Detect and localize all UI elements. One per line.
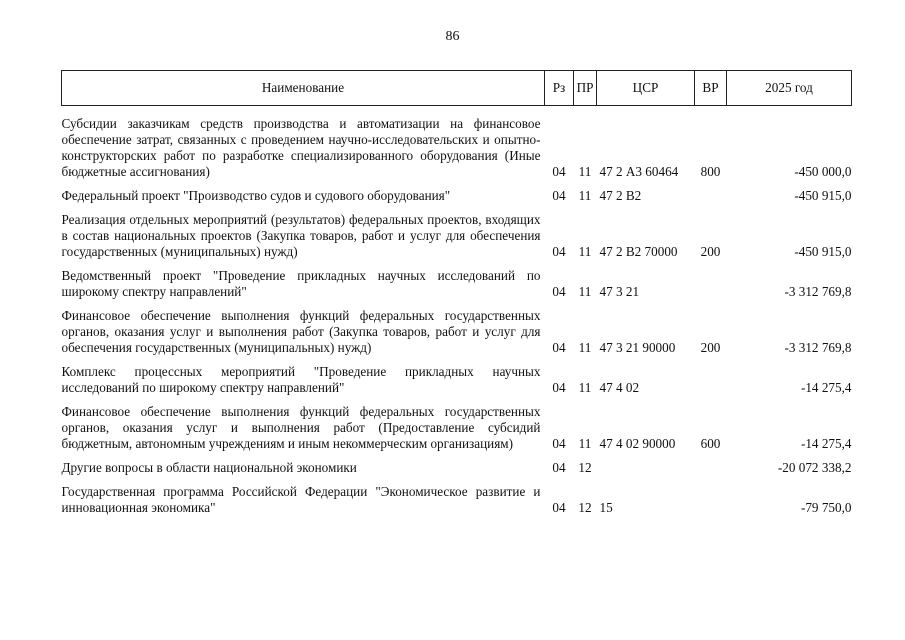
header-vr: ВР (695, 71, 727, 106)
row-csr: 47 3 21 (599, 284, 640, 299)
header-year: 2025 год (727, 71, 852, 106)
row-rz: 04 (552, 244, 566, 259)
row-name: Субсидии заказчикам средств производства и автоматизации на финансовое обеспечение затрат, связанных с проведением научно-исследовательских и опытно-конструкторских работ по разработке специализированного оборудования (Иные бюджетные ассигнования) (61, 116, 541, 179)
row-csr: 47 3 21 90000 (599, 340, 676, 355)
row-vr: 200 (700, 340, 721, 355)
budget-table (61, 70, 852, 518)
row-amount: -14 275,4 (800, 436, 852, 451)
table-header-row (62, 71, 852, 106)
table-row (62, 182, 852, 206)
row-amount: -20 072 338,2 (777, 460, 852, 475)
row-amount: -3 312 769,8 (784, 284, 852, 299)
row-vr (695, 182, 727, 206)
row-pr: 11 (578, 284, 592, 299)
row-rz: 04 (552, 380, 566, 395)
table-row (62, 206, 852, 262)
row-amount: -3 312 769,8 (784, 340, 852, 355)
row-name: Финансовое обеспечение выполнения функций федеральных государственных органов, оказания услуг и выполнения работ (Предоставление субсидий бюджетным, автономным учреждениям и иным некоммерческим организациям) (61, 404, 541, 451)
row-vr: 800 (700, 164, 721, 179)
table-row (62, 398, 852, 454)
row-amount: -79 750,0 (800, 500, 852, 515)
row-pr: 11 (578, 340, 592, 355)
header-rz: Рз (545, 71, 574, 106)
row-pr: 11 (578, 380, 592, 395)
header-name: Наименование (62, 71, 545, 106)
row-vr (695, 478, 727, 518)
table-row (62, 302, 852, 358)
row-name: Комплекс процессных мероприятий "Проведение прикладных научных исследований по широкому спектру направлений" (61, 364, 541, 395)
header-csr: ЦСР (597, 71, 695, 106)
table-row (62, 358, 852, 398)
row-pr: 12 (578, 460, 592, 475)
row-csr: 47 4 02 90000 (599, 436, 676, 451)
row-csr: 47 2 В2 70000 (599, 244, 678, 259)
row-vr (695, 262, 727, 302)
row-vr (695, 358, 727, 398)
table-row (62, 262, 852, 302)
row-name: Другие вопросы в области национальной экономики (61, 460, 357, 475)
row-pr: 11 (578, 164, 592, 179)
row-csr: 47 4 02 (599, 380, 640, 395)
row-rz: 04 (552, 500, 566, 515)
row-csr: 47 2 В2 (599, 188, 642, 203)
row-pr: 11 (578, 188, 592, 203)
row-rz: 04 (552, 188, 566, 203)
row-vr (695, 454, 727, 478)
row-rz: 04 (552, 460, 566, 475)
page-number: 86 (445, 29, 460, 44)
row-pr: 12 (578, 500, 592, 515)
row-vr: 200 (700, 244, 721, 259)
table-row (62, 106, 852, 183)
row-amount: -450 915,0 (794, 244, 852, 259)
row-csr: 47 2 А3 60464 (599, 164, 679, 179)
row-name: Государственная программа Российской Федерации "Экономическое развитие и инновационная экономика" (61, 484, 541, 515)
row-pr: 11 (578, 244, 592, 259)
row-rz: 04 (552, 164, 566, 179)
row-name: Реализация отдельных мероприятий (результатов) федеральных проектов, входящих в состав национальных проектов (Закупка товаров, работ и услуг для обеспечения государственных (муниципальных) нужд) (61, 212, 541, 259)
row-pr: 11 (578, 436, 592, 451)
row-vr: 600 (700, 436, 721, 451)
table-row (62, 454, 852, 478)
row-csr: 15 (599, 500, 613, 515)
row-rz: 04 (552, 436, 566, 451)
row-rz: 04 (552, 340, 566, 355)
row-name: Федеральный проект "Производство судов и судового оборудования" (61, 188, 451, 203)
row-name: Финансовое обеспечение выполнения функций федеральных государственных органов, оказания услуг и выполнения работ (Закупка товаров, работ и услуг для обеспечения государственных (муниципальных) нужд) (61, 308, 541, 355)
row-name: Ведомственный проект "Проведение прикладных научных исследований по широкому спектру направлений" (61, 268, 541, 299)
table-row (62, 478, 852, 518)
row-amount: -14 275,4 (800, 380, 852, 395)
row-rz: 04 (552, 284, 566, 299)
row-csr (597, 454, 695, 478)
header-pr: ПР (574, 71, 597, 106)
row-amount: -450 915,0 (794, 188, 852, 203)
row-amount: -450 000,0 (794, 164, 852, 179)
